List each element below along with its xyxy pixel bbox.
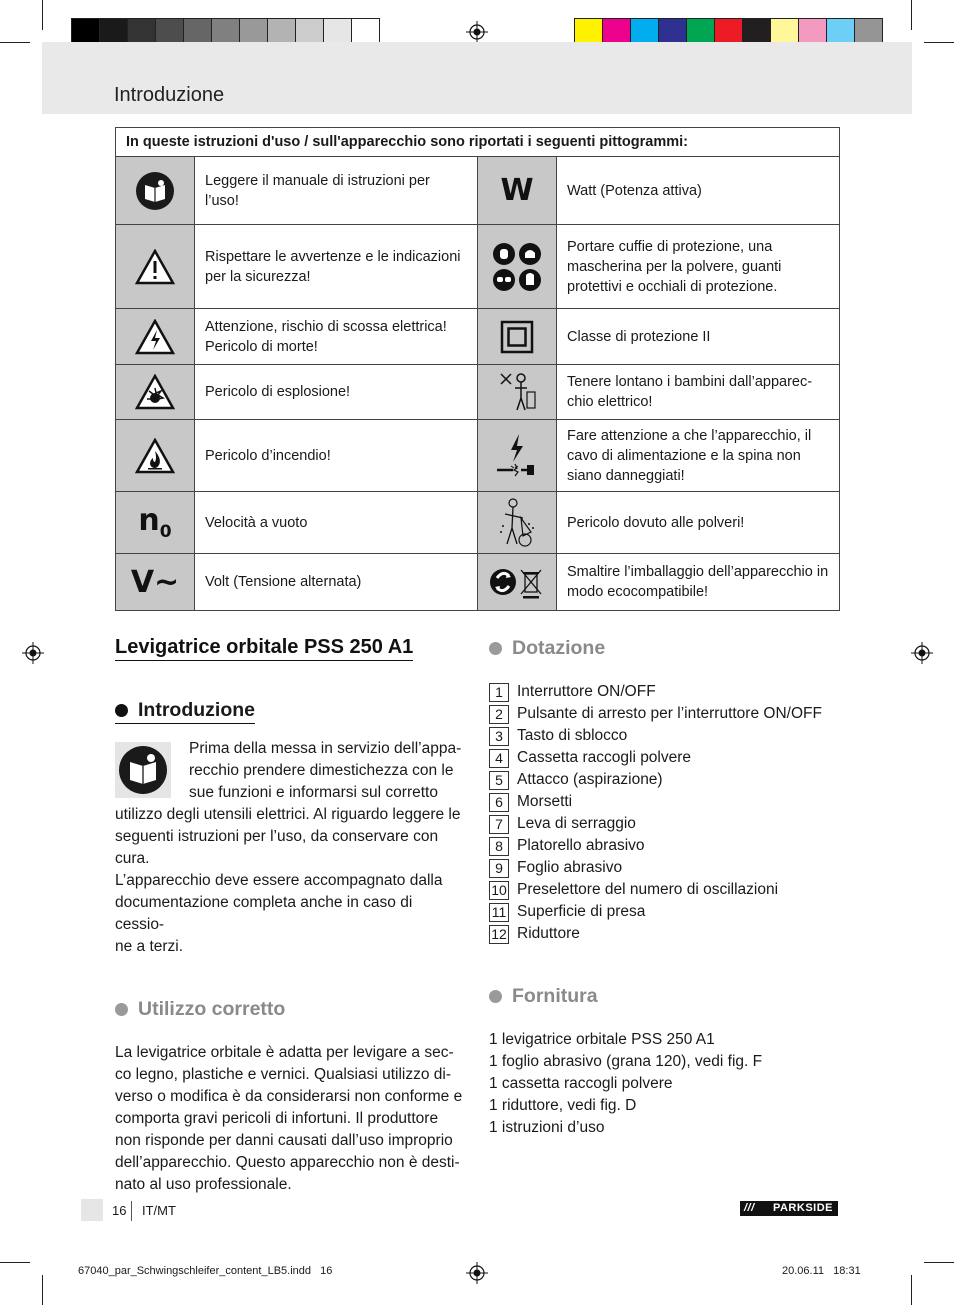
crop-mark [924, 42, 954, 43]
intro-heading: Introduzione [115, 699, 255, 724]
table-cell: Watt (Potenza attiva) [557, 157, 840, 225]
use-line: non risponde per danni causati dall’uso improprio [115, 1132, 453, 1149]
use-line: verso o modifica è da considerarsi non conforme e [115, 1088, 463, 1105]
item-number: 9 [489, 859, 509, 878]
item-label: Pulsante di arresto per l’interruttore ON/OFF [517, 705, 822, 722]
intro-text-block [115, 738, 465, 958]
list-item [489, 923, 839, 945]
intro-line: documentazione completa anche in caso di cessio- [115, 894, 413, 933]
item-label: Morsetti [517, 793, 573, 810]
list-item [489, 747, 839, 769]
table-cell: Pericolo di esplosione! [195, 365, 478, 420]
item-number: 4 [489, 749, 509, 768]
table-cell: Pericolo dovuto alle polveri! [557, 492, 840, 554]
no-load-speed-symbol: $n_0$ [116, 492, 195, 554]
watt-symbol: W [478, 157, 557, 225]
intro-line: ne a terzi. [115, 938, 184, 955]
keep-children-away-icon [478, 365, 557, 420]
list-item [489, 791, 839, 813]
crop-mark [911, 1275, 912, 1305]
item-label: Platorello abrasivo [517, 837, 645, 854]
item-number: 3 [489, 727, 509, 746]
table-row [116, 365, 840, 420]
table-cell: Velocità a vuoto [195, 492, 478, 554]
table-cell: Fare attenzione a che l’apparecchio, il cavo di alimentazione e la spina non siano danneggiati! [557, 420, 840, 492]
page-number-box [81, 1199, 103, 1221]
item-number: 8 [489, 837, 509, 856]
left-column [115, 636, 465, 1196]
table-heading: In queste istruzioni d'uso / sull'apparecchio sono riportati i seguenti pittogrammi: [116, 128, 840, 157]
list-item: 1 riduttore, vedi fig. D [489, 1097, 637, 1114]
item-label: Riduttore [517, 925, 580, 942]
crop-mark [42, 1275, 43, 1305]
use-line: nato al uso professionale. [115, 1176, 292, 1193]
item-number: 7 [489, 815, 509, 834]
page-number: 16 [112, 1203, 127, 1218]
item-label: Foglio abrasivo [517, 859, 623, 876]
item-label: Interruttore ON/OFF [517, 683, 656, 700]
use-heading: Utilizzo corretto [115, 998, 465, 1020]
print-date: 20.06.11 18:31 [782, 1265, 861, 1277]
equipment-list [489, 681, 839, 945]
list-item [489, 835, 839, 857]
use-line: La levigatrice orbitale è adatta per levigare a sec- [115, 1044, 454, 1061]
list-item [489, 769, 839, 791]
item-number: 11 [489, 903, 509, 922]
item-label: Tasto di sblocco [517, 727, 628, 744]
intro-line: recchio prendere dimestichezza con le [189, 762, 454, 779]
table-row [116, 492, 840, 554]
read-manual-icon [116, 157, 195, 225]
table-cell: Tenere lontano i bambini dall’apparec-chio elettrico! [557, 365, 840, 420]
table-row [116, 554, 840, 611]
registration-mark-icon [466, 21, 488, 43]
use-line: comporta gravi pericoli di infortuni. Il produttore [115, 1110, 439, 1127]
electric-shock-icon [116, 309, 195, 365]
use-text-block [115, 1042, 465, 1196]
registration-mark-icon [466, 1262, 488, 1284]
list-item [489, 879, 839, 901]
read-manual-icon [115, 742, 171, 798]
divider [131, 1201, 132, 1221]
item-label: Cassetta raccogli polvere [517, 749, 692, 766]
header-band [42, 42, 912, 114]
table-row [116, 157, 840, 225]
product-title: Levigatrice orbitale PSS 250 A1 [115, 636, 413, 661]
bullet-icon [489, 642, 502, 655]
table-row [116, 420, 840, 492]
registration-mark-icon [911, 642, 933, 664]
intro-line: utilizzo degli utensili elettrici. Al riguardo leggere le [115, 806, 461, 823]
table-cell: Pericolo d’incendio! [195, 420, 478, 492]
use-line: co legno, plastiche e vernici. Qualsiasi utilizzo di- [115, 1066, 451, 1083]
list-item: 1 istruzioni d’uso [489, 1119, 605, 1136]
table-row [116, 225, 840, 309]
crop-mark [911, 0, 912, 30]
item-number: 6 [489, 793, 509, 812]
crop-mark [0, 1262, 30, 1263]
list-item: 1 foglio abrasivo (grana 120), vedi fig. F [489, 1053, 763, 1070]
list-item: 1 levigatrice orbitale PSS 250 A1 [489, 1031, 715, 1048]
bullet-icon [115, 704, 128, 717]
warning-triangle-icon [116, 225, 195, 309]
pictogram-table [115, 127, 840, 611]
list-item [489, 681, 839, 703]
page-title: Introduzione [114, 84, 225, 106]
item-label: Preselettore del numero di oscillazioni [517, 881, 779, 898]
equipment-heading: Dotazione [489, 637, 839, 659]
crop-mark [42, 0, 43, 30]
volt-ac-symbol: V~ [116, 554, 195, 611]
file-info: 67040_par_Schwingschleifer_content_LB5.indd 16 [78, 1265, 333, 1277]
supply-list [489, 1029, 839, 1139]
intro-line: seguenti istruzioni per l’uso, da conservare con cura. [115, 828, 439, 867]
intro-line: L’apparecchio deve essere accompagnato dalla [115, 872, 443, 889]
table-cell: Volt (Tensione alternata) [195, 554, 478, 611]
intro-line: sue funzioni e informarsi sul corretto [189, 784, 438, 801]
recycle-disposal-icon [478, 554, 557, 611]
table-cell: Rispettare le avvertenze e le indicazioni per la sicurezza! [195, 225, 478, 309]
explosion-icon [116, 365, 195, 420]
list-item [489, 703, 839, 725]
language-code: IT/MT [142, 1203, 176, 1218]
table-cell: Smaltire l’imballaggio dell’apparecchio in modo ecocompatibile! [557, 554, 840, 611]
protection-class-ii-icon [478, 309, 557, 365]
item-number: 10 [489, 881, 509, 900]
intro-line: Prima della messa in servizio dell’appa- [189, 740, 462, 757]
table-cell: Portare cuffie di protezione, una mascherina per la polvere, guanti protettivi e occhiali di protezione. [557, 225, 840, 309]
list-item [489, 813, 839, 835]
list-item: 1 cassetta raccogli polvere [489, 1075, 673, 1092]
item-number: 2 [489, 705, 509, 724]
supply-heading: Fornitura [489, 985, 839, 1007]
brand-logo: /// PARKSIDE [740, 1201, 838, 1216]
list-item [489, 725, 839, 747]
item-number: 5 [489, 771, 509, 790]
table-cell: Attenzione, rischio di scossa elettrica! Pericolo di morte! [195, 309, 478, 365]
registration-mark-icon [22, 642, 44, 664]
right-column [489, 637, 839, 1139]
list-item [489, 857, 839, 879]
protective-gear-icon [478, 225, 557, 309]
dust-hazard-icon [478, 492, 557, 554]
damaged-cable-icon [478, 420, 557, 492]
list-item [489, 901, 839, 923]
item-label: Superficie di presa [517, 903, 646, 920]
item-label: Leva di serraggio [517, 815, 636, 832]
logo-stripes-icon: /// [744, 1202, 755, 1214]
bullet-icon [115, 1003, 128, 1016]
item-label: Attacco (aspirazione) [517, 771, 663, 788]
item-number: 1 [489, 683, 509, 702]
table-row [116, 309, 840, 365]
table-cell: Leggere il manuale di istruzioni per l’uso! [195, 157, 478, 225]
bullet-icon [489, 990, 502, 1003]
use-line: dell’apparecchio. Questo apparecchio non è desti- [115, 1154, 460, 1171]
item-number: 12 [489, 925, 509, 944]
crop-mark [924, 1262, 954, 1263]
fire-icon [116, 420, 195, 492]
crop-mark [0, 42, 30, 43]
table-cell: Classe di protezione II [557, 309, 840, 365]
